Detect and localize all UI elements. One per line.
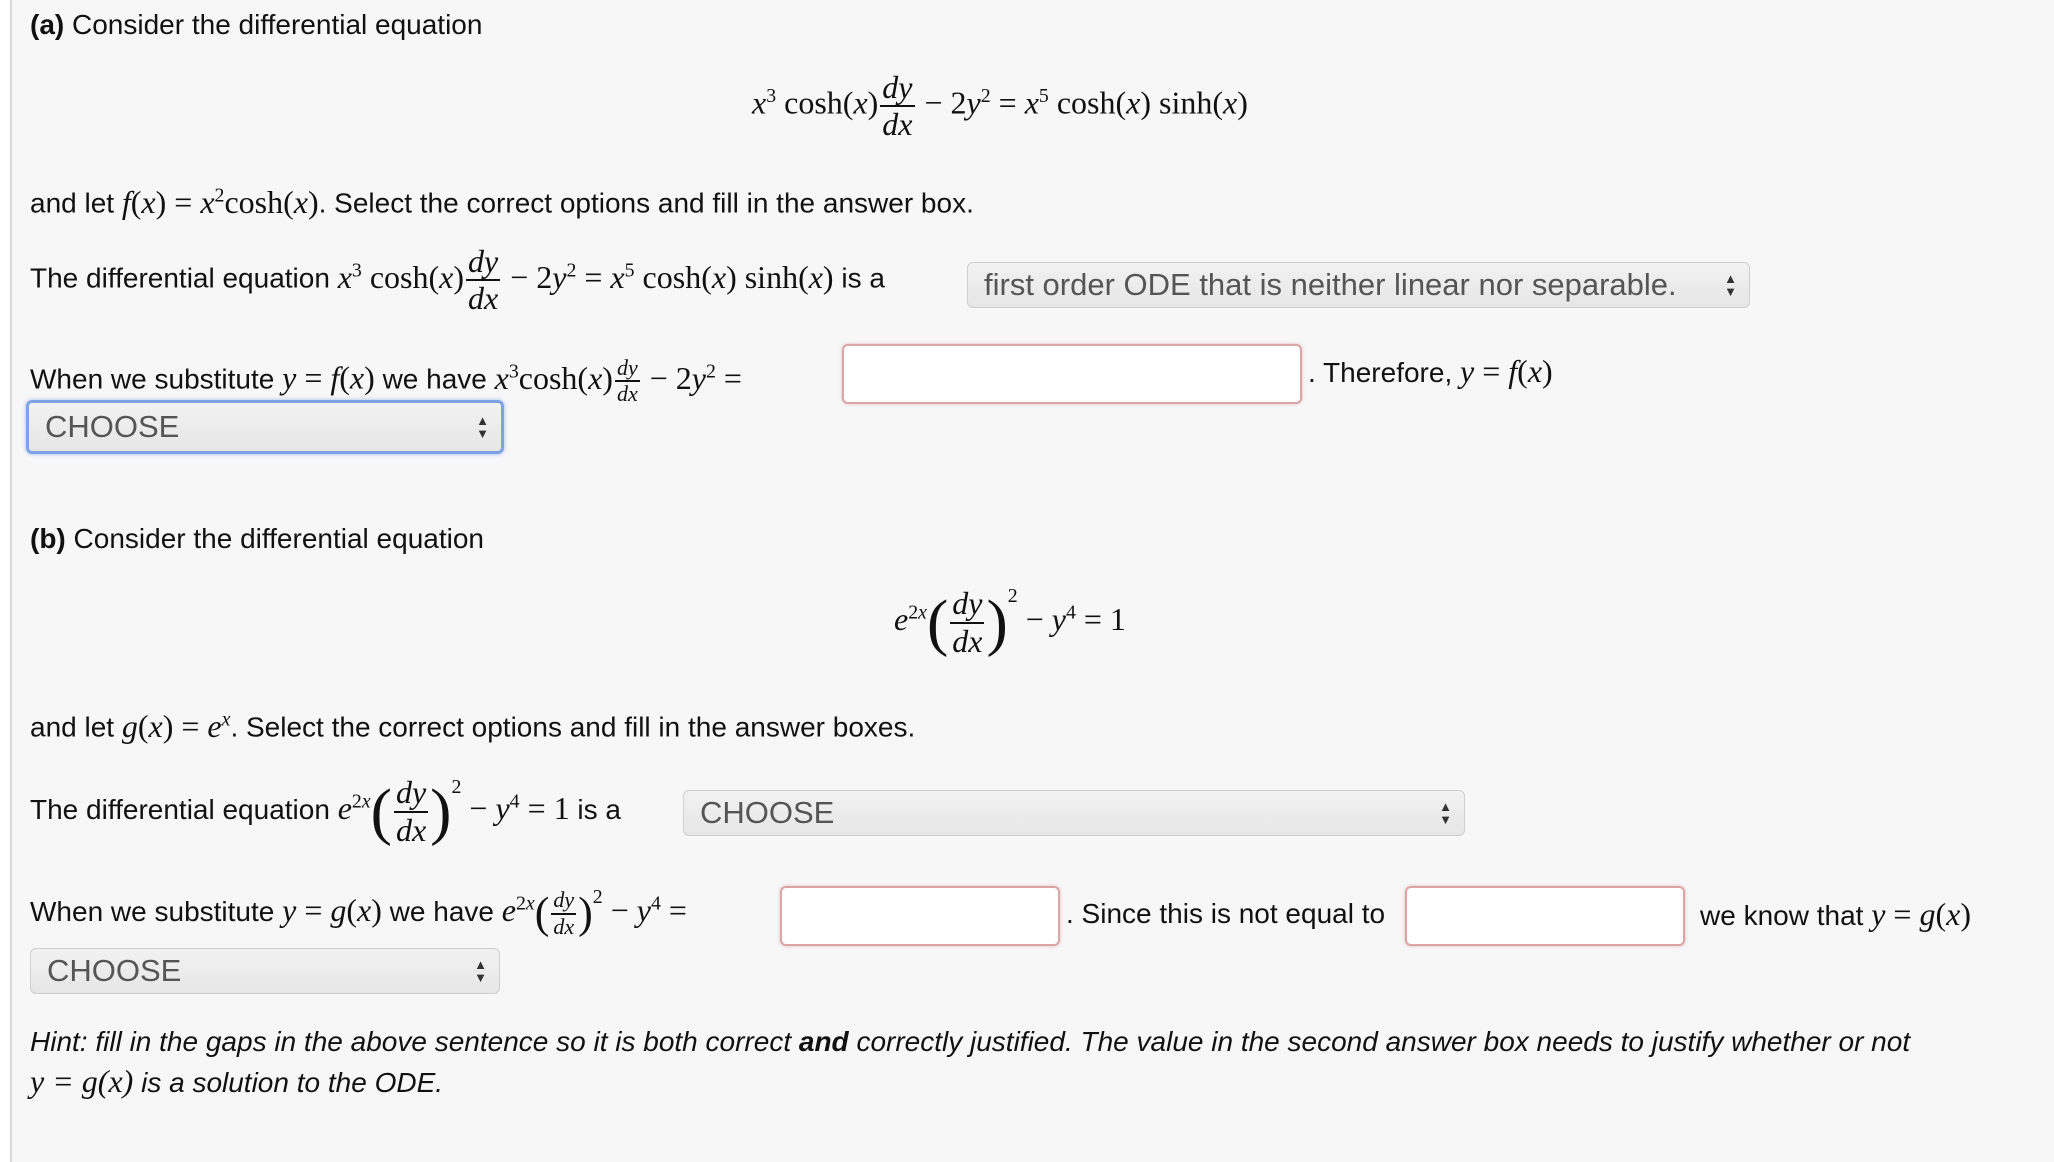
part-b-classification-line [30, 770, 621, 848]
hint-and: and [798, 1026, 849, 1057]
part-b-intro: Consider the differential equation [73, 523, 484, 554]
part-a-subst-after: . Therefore, [1308, 357, 1453, 388]
part-a-classification-select[interactable] [967, 262, 1750, 308]
part-a-substitution-line [30, 354, 742, 407]
hint-eq: y = g(x) [30, 1063, 134, 1099]
part-b-subst-end: we know that [1700, 900, 1864, 931]
part-b-g-definition: $g(x) = e^x$ [121, 707, 231, 744]
select-arrows-icon: ▲ ▼ [1724, 271, 1737, 299]
part-b-heading [30, 522, 484, 556]
part-a-subst-prefix: When we substitute [30, 363, 275, 395]
part-b-display-equation: $e^{2x}$( $\frac{dy}{dx}$ )$^2 - y^4 = 1$ [894, 585, 1126, 659]
part-b-answer-input-2[interactable] [1405, 886, 1685, 946]
part-b-let-suffix: . Select the correct options and fill in the answer boxes. [230, 711, 916, 743]
hint-line-2 [30, 1064, 443, 1100]
hint-label: Hint: [30, 1026, 88, 1057]
part-b-let-line [30, 702, 915, 745]
part-a-subst-mid: we have [382, 363, 487, 395]
part-b-subst-mid: we have [389, 896, 494, 927]
part-b-let-prefix: and let [30, 711, 115, 743]
part-a-de-suffix: is a [841, 262, 885, 294]
part-a-inline-equation: $x^3$ cosh(x) $\frac{dy}{dx}$ − $2y^2 = x^5$ cosh(x) sinh(x) [337, 243, 834, 317]
hint-text-1: fill in the gaps in the above sentence so it is both correct [95, 1026, 792, 1057]
part-a-classification-value: first order ODE that is neither linear nor separable. [984, 267, 1677, 302]
part-b-de-prefix: The differential equation [30, 794, 330, 825]
part-a-let-prefix: and let [30, 187, 115, 219]
part-b-answer-input-1[interactable] [780, 886, 1060, 946]
part-a-answer-input[interactable] [842, 344, 1302, 404]
part-b-subst-prefix: When we substitute [30, 896, 275, 927]
part-a-subst-eq: y = f(x) [282, 359, 375, 396]
part-a-classification-line [30, 244, 885, 316]
part-b-conclusion-select[interactable] [30, 948, 500, 994]
part-a-therefore-eq: y = f(x) [1460, 353, 1553, 389]
part-b-label: (b) [30, 523, 66, 554]
part-a-therefore [1308, 354, 1553, 390]
part-a-conclusion-value: CHOOSE [45, 409, 180, 444]
hint-text-2: correctly justified. The value in the second answer box needs to justify whether or not [856, 1026, 1911, 1057]
part-a-conclusion-select[interactable] [26, 400, 504, 454]
part-b-inline-equation: $e^{2x}$( $\frac{dy}{dx}$ )$^2 - y^4 = 1$ [337, 774, 570, 848]
part-a-let-suffix: . Select the correct options and fill in the answer box. [318, 187, 974, 219]
part-b-conclusion-value: CHOOSE [47, 953, 182, 988]
part-a-display-equation: $x^3$ cosh(x) $\frac{dy}{dx}$ − $2y^2 = x^5$ cosh(x) sinh(x) [752, 69, 1248, 143]
hint-text-3: is a solution to the ODE. [141, 1067, 444, 1098]
part-b-subst-eq: y = g(x) [282, 892, 382, 928]
part-a-de-prefix: The differential equation [30, 262, 330, 294]
part-b-subst-expr: $e^{2x}$( $\frac{dy}{dx}$ )$^2 - y^4$ = [501, 886, 687, 939]
part-a-heading [30, 8, 482, 42]
part-a-let-line [30, 178, 974, 221]
part-b-classification-value: CHOOSE [700, 795, 835, 830]
part-a-f-definition: $f(x) = x^2\cosh(x)$ [121, 183, 319, 220]
part-a-intro: Consider the differential equation [72, 9, 483, 40]
part-b-substitution-line [30, 880, 687, 939]
part-b-know-line [1700, 897, 1971, 933]
part-b-classification-select[interactable] [683, 790, 1465, 836]
part-b-know-eq: y = g(x) [1871, 896, 1971, 932]
part-b-subst-after: . Since this is not equal to [1066, 898, 1386, 929]
part-b-de-suffix: is a [577, 794, 621, 825]
select-arrows-icon: ▲ ▼ [474, 957, 487, 985]
select-arrows-icon: ▲ ▼ [476, 413, 489, 441]
select-arrows-icon: ▲ ▼ [1439, 799, 1452, 827]
part-a-label: (a) [30, 9, 65, 40]
hint-line-1 [30, 1025, 1910, 1059]
part-a-subst-expr: $x^3\cosh(x)$ $\frac{dy}{dx}$ − $2y^2$ = [494, 355, 742, 407]
